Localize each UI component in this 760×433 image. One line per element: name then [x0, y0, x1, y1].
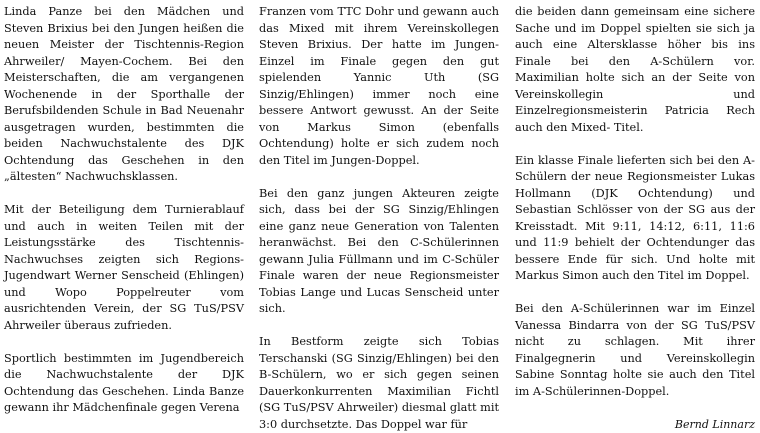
article-column-1: [4, 4, 244, 417]
paragraph: Ein klasse Finale lieferten sich bei den A-Schülern der neue Regionsmeister Lukas Hollmann (DJK Ochtendung) und Sebastian Schlösser von der SG aus der Kreisstadt. Mit 9:11, 14:12, 6:11, 11:6 und 11:9 behielt der Ochtendunger das bessere Ende für sich. Und holte mit Markus Simon auch den Titel im Doppel.: [515, 153, 755, 285]
author-byline: Bernd Linnarz: [515, 417, 755, 433]
article-column-3: [515, 4, 755, 433]
paragraph: Linda Panze bei den Mädchen und Steven Brixius bei den Jungen heißen die neuen Meister der Tischtennis-Region Ahrweiler/ Mayen-Cochem. Bei den Meisterschaften, die am vergangenen Wochenende in der Sporthalle der Berufsbildenden Schule in Bad Neuenahr ausgetragen wurden, bestimmten die beiden Nachwuchstalente des DJK Ochtendung das Geschehen in den „ältesten“ Nachwuchsklassen.: [4, 4, 244, 186]
paragraph: Sportlich bestimmten im Jugendbereich die Nachwuchstalente der DJK Ochtendung das Geschehen. Linda Banze gewann ihr Mädchenfinale gegen Verena: [4, 351, 244, 417]
paragraph: Mit der Beteiligung dem Turnierablauf und auch in weiten Teilen mit der Leistungsstärke des Tischtennis-Nachwuchses zeigten sich Regions-Jugendwart Werner Senscheid (Ehlingen) und Wopo Poppelreuter vom ausrichtenden Verein, der SG TuS/PSV Ahrweiler überaus zufrieden.: [4, 202, 244, 334]
paragraph: In Bestform zeigte sich Tobias Terschanski (SG Sinzig/Ehlingen) bei den B-Schülern, wo er sich gegen seinen Dauerkonkurrenten Maximilian Fichtl (SG TuS/PSV Ahrweiler) diesmal glatt mit 3:0 durchsetzte. Das Doppel war für: [259, 334, 499, 433]
paragraph: Bei den ganz jungen Akteuren zeigte sich, dass bei der SG Sinzig/Ehlingen eine ganz neue Generation von Talenten heranwächst. Bei den C-Schülerinnen gewann Julia Füllmann und im C-Schüler Finale waren der neue Regionsmeister Tobias Lange und Lucas Senscheid unter sich.: [259, 186, 499, 318]
paragraph: die beiden dann gemeinsam eine sichere Sache und im Doppel spielten sie sich ja auch eine Altersklasse höher bis ins Finale bei den A-Schülern vor. Maximilian holte sich an der Seite von Vereinskollegin und Einzelregionsmeisterin Patricia Rech auch den Mixed- Titel.: [515, 4, 755, 136]
article-column-2: [259, 4, 499, 433]
paragraph: Bei den A-Schülerinnen war im Einzel Vanessa Bindarra von der SG TuS/PSV nicht zu schlagen. Mit ihrer Finalgegnerin und Vereinskollegin Sabine Sonntag holte sie auch den Titel im A-Schülerinnen-Doppel.: [515, 301, 755, 400]
paragraph: Franzen vom TTC Dohr und gewann auch das Mixed mit ihrem Vereinskollegen Steven Brixius. Der hatte im Jungen-Einzel im Finale gegen den gut spielenden Yannic Uth (SG Sinzig/Ehlingen) immer noch eine bessere Antwort gewusst. An der Seite von Markus Simon (ebenfalls Ochtendung) holte er sich zudem noch den Titel im Jungen-Doppel.: [259, 4, 499, 169]
